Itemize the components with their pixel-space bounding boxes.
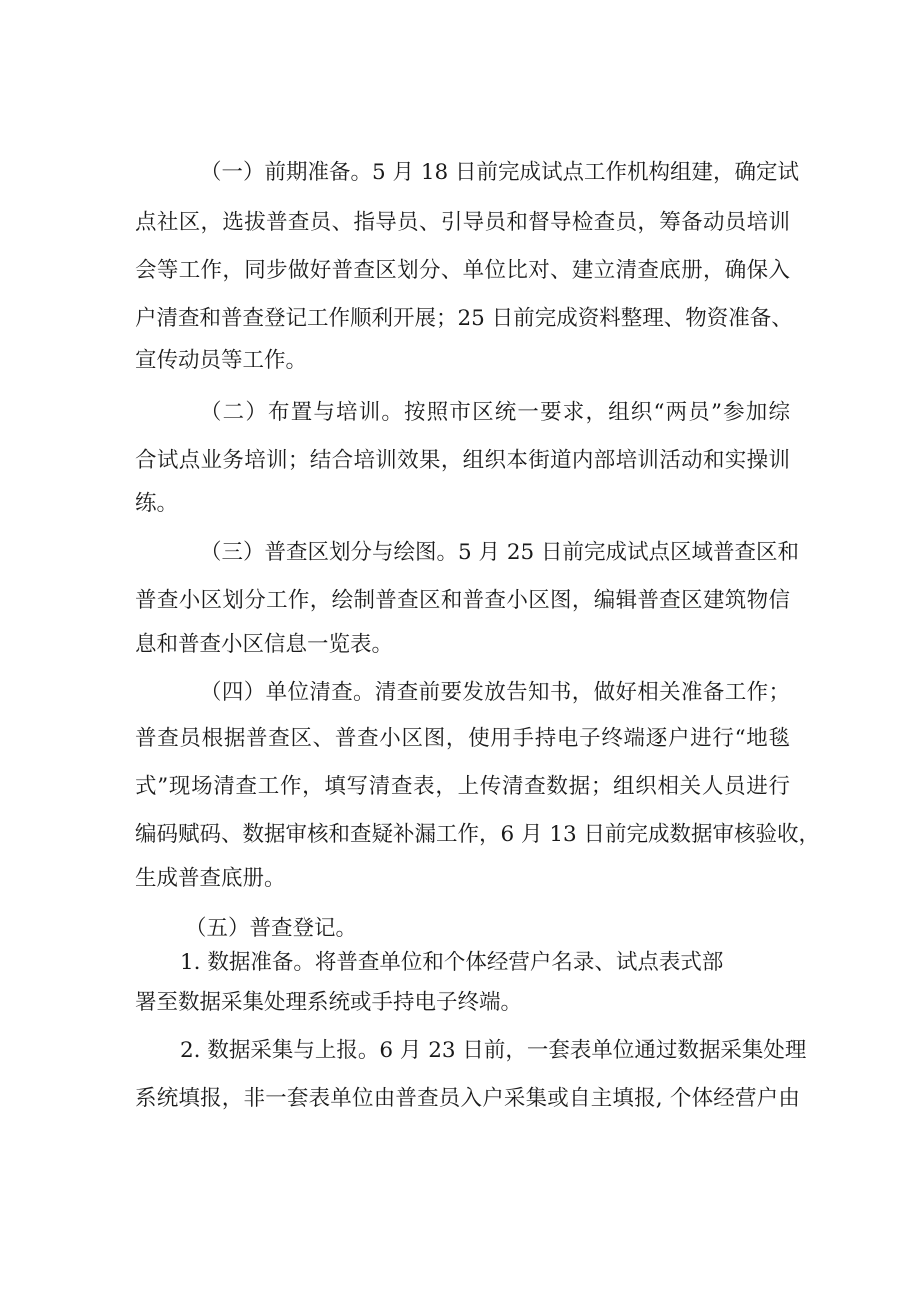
- paragraph-line: 练。: [135, 491, 179, 516]
- paragraph-line: 1. 数据准备。将普查单位和个体经营户名录、试点表式部: [180, 950, 724, 975]
- paragraph-line: 户清查和普查登记工作顺利开展；25 日前完成资料整理、物资准备、: [135, 306, 793, 331]
- paragraph-line: （一）前期准备。5 月 18 日前完成试点工作机构组建，确定试: [200, 160, 800, 185]
- paragraph-line: 息和普查小区信息一览表。: [135, 632, 394, 657]
- paragraph-line: （四）单位清查。清查前要发放告知书，做好相关准备工作；: [200, 680, 790, 705]
- paragraph-line: 普查员根据普查区、普查小区图，使用手持电子终端逐户进行“地毯: [135, 726, 790, 751]
- section-heading: （五）普查登记。: [185, 916, 358, 941]
- paragraph-line: 宣传动员等工作。: [135, 348, 308, 373]
- paragraph-line: 点社区，选拔普查员、指导员、引导员和督导检查员，筹备动员培训: [135, 210, 790, 235]
- paragraph-line: 普查小区划分工作，绘制普查区和普查小区图，编辑普查区建筑物信: [135, 588, 790, 613]
- paragraph-line: 式”现场清查工作，填写清查表，上传清查数据；组织相关人员进行: [135, 774, 790, 799]
- paragraph-line: 生成普查底册。: [135, 866, 286, 891]
- paragraph-line: （二）布置与培训。按照市区统一要求，组织“两员”参加综: [200, 400, 790, 425]
- paragraph-line: 系统填报，非一套表单位由普查员入户采集或自主填报, 个体经营户由: [135, 1086, 801, 1111]
- paragraph-line: 署至数据采集处理系统或手持电子终端。: [135, 990, 523, 1015]
- paragraph-line: 编码赋码、数据审核和查疑补漏工作，6 月 13 日前完成数据审核验收，: [135, 822, 821, 847]
- paragraph-line: 2. 数据采集与上报。6 月 23 日前，一套表单位通过数据采集处理: [180, 1038, 807, 1063]
- paragraph-line: （三）普查区划分与绘图。5 月 25 日前完成试点区域普查区和: [200, 540, 800, 565]
- paragraph-line: 会等工作，同步做好普查区划分、单位比对、建立清查底册，确保入: [135, 258, 790, 283]
- paragraph-line: 合试点业务培训；结合培训效果，组织本街道内部培训活动和实操训: [135, 448, 790, 473]
